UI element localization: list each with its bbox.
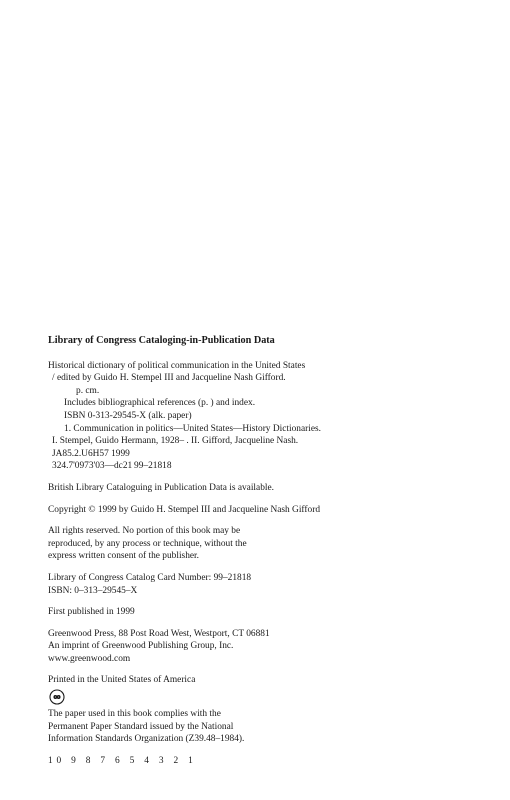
cip-bibliography-note: Includes bibliographical references (p. ) and index. [64,398,256,409]
publisher-address: Greenwood Press, 88 Post Road West, Westport, CT 06881 [48,628,270,639]
cip-physical-description: p. cm. [76,385,100,396]
rights-line-1: All rights reserved. No portion of this book may be [48,526,241,537]
isbn-line: ISBN: 0–313–29545–X [48,585,138,596]
copyright-page-content [48,335,488,767]
cip-dewey: 324.7'0973'03—dc21 [52,461,133,472]
paper-line-1: The paper used in this book complies with the [48,709,221,720]
paper-line-3: Information Standards Organization (Z39.48–1984). [48,734,245,745]
printed-in-notice: Printed in the United States of America [48,675,196,686]
catalog-card-block [48,572,488,597]
cip-dewey-line [48,460,488,473]
cip-isbn: ISBN 0-313-29545-X (alk. paper) [64,410,192,421]
catalog-card-number: Library of Congress Catalog Card Number: 99–21818 [48,572,252,583]
paper-line-2: Permanent Paper Standard issued by the National [48,721,234,732]
publisher-imprint: An imprint of Greenwood Publishing Group, Inc. [48,641,234,652]
british-library-note: British Library Cataloguing in Publication Data is available. [48,482,274,493]
publisher-website: www.greenwood.com [48,653,131,664]
cip-title-line-2: / edited by Guido H. Stempel III and Jacqueline Nash Gifford. [52,373,286,384]
first-published: First published in 1999 [48,607,135,618]
paper-statement [48,708,488,746]
cip-record [48,360,488,473]
cip-subject: 1. Communication in politics—United States—History Dictionaries. [64,423,322,434]
cip-title-line-1: Historical dictionary of political communication in the United States [48,360,306,371]
infinity-permanence-icon [49,689,65,705]
copyright-notice: Copyright © 1999 by Guido H. Stempel III and Jacqueline Nash Gifford [48,504,321,515]
rights-line-2: reproduced, by any process or technique, without the [48,538,247,549]
cip-lccn: 99–21818 [134,461,172,472]
printing-line: 10 9 8 7 6 5 4 3 2 1 [48,755,197,766]
cip-heading: Library of Congress Cataloging-in-Publication Data [48,335,275,346]
rights-statement [48,525,488,563]
cip-added-entries: I. Stempel, Guido Hermann, 1928– . II. Gifford, Jacqueline Nash. [52,436,299,447]
publisher-block [48,628,488,666]
cip-lc-call-number: JA85.2.U6H57 1999 [52,448,130,459]
rights-line-3: express written consent of the publisher. [48,551,200,562]
